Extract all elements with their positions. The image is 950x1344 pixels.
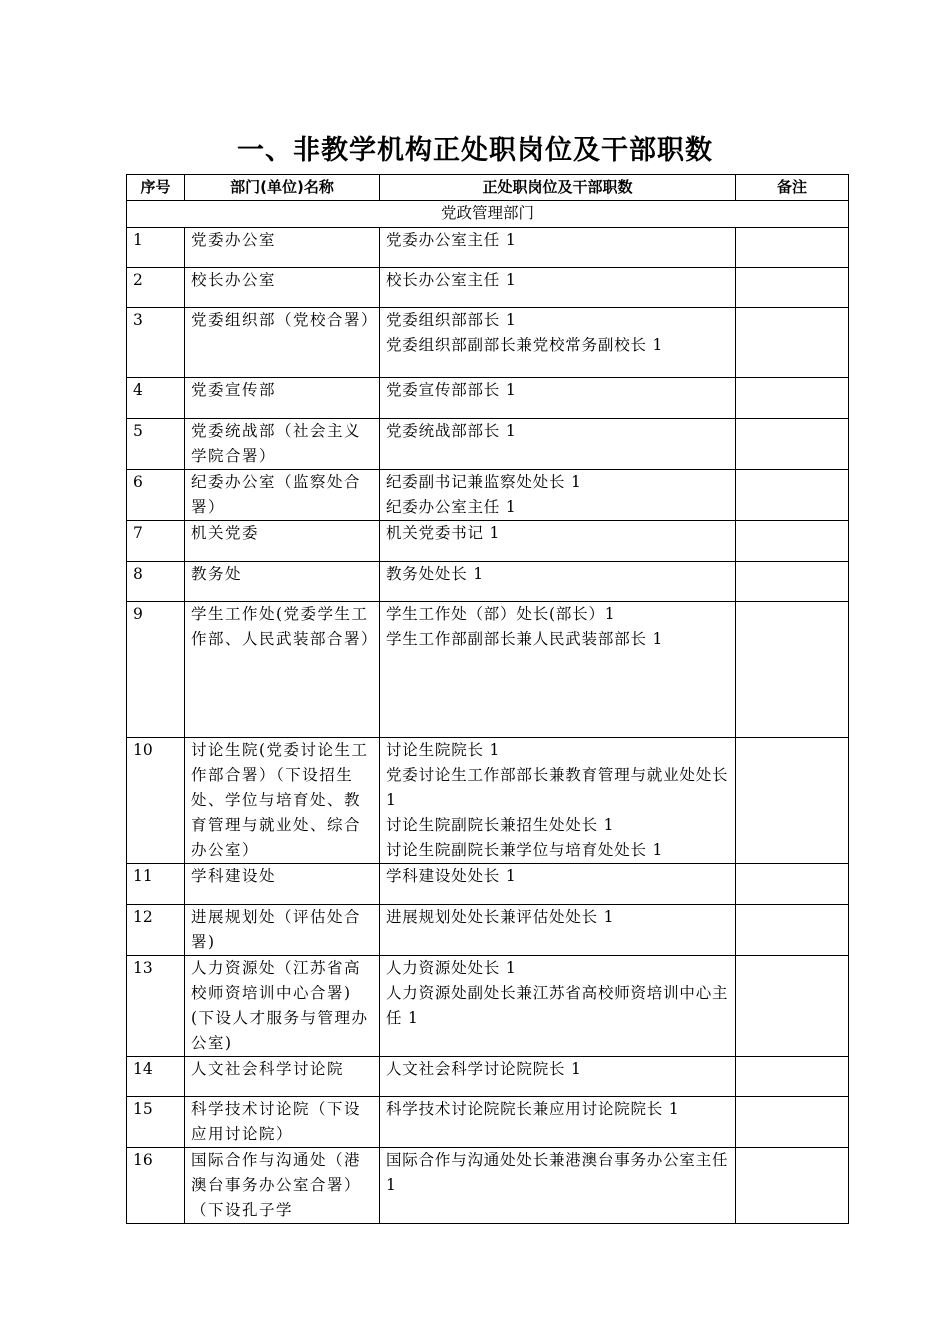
position-line: 校长办公室主任 1	[386, 271, 517, 289]
position-line: 党委宣传部部长 1	[386, 381, 517, 399]
row-department-name: 学科建设处	[185, 864, 380, 905]
table-row	[127, 308, 849, 378]
row-seq: 9	[127, 602, 185, 738]
row-note	[736, 1057, 849, 1097]
row-note	[736, 864, 849, 905]
row-positions	[380, 864, 736, 905]
row-seq: 15	[127, 1097, 185, 1148]
row-positions	[380, 228, 736, 268]
row-note	[736, 738, 849, 864]
table-row	[127, 1057, 849, 1097]
table-header-row	[127, 175, 849, 201]
row-seq: 11	[127, 864, 185, 905]
row-positions	[380, 470, 736, 521]
position-line: 国际合作与沟通处处长兼港澳台事务办公室主任 1	[386, 1151, 729, 1194]
row-note	[736, 470, 849, 521]
row-positions	[380, 956, 736, 1057]
table-body	[127, 201, 849, 1224]
row-department-name: 党委统战部（社会主义学院合署）	[185, 419, 380, 470]
position-line: 进展规划处处长兼评估处处长 1	[386, 908, 615, 926]
table-row	[127, 1097, 849, 1148]
position-line: 科学技术讨论院院长兼应用讨论院院长 1	[386, 1100, 680, 1118]
row-note	[736, 1097, 849, 1148]
row-note	[736, 228, 849, 268]
row-seq: 10	[127, 738, 185, 864]
table-row	[127, 905, 849, 956]
table-row	[127, 521, 849, 562]
row-positions	[380, 419, 736, 470]
table-row	[127, 738, 849, 864]
row-note	[736, 268, 849, 308]
row-positions	[380, 738, 736, 864]
row-note	[736, 1148, 849, 1224]
position-line: 讨论生院副院长兼招生处处长 1	[386, 816, 615, 834]
table-row	[127, 378, 849, 419]
position-line: 学生工作处（部）处长(部长）1	[386, 605, 616, 623]
row-note	[736, 308, 849, 378]
row-seq: 5	[127, 419, 185, 470]
position-line: 机关党委书记 1	[386, 524, 501, 542]
row-seq: 3	[127, 308, 185, 378]
page-title: 一、非教学机构正处职岗位及干部职数	[237, 135, 713, 166]
table-row	[127, 864, 849, 905]
position-line: 纪委副书记兼监察处处长 1	[386, 473, 582, 491]
header-department: 部门(单位)名称	[185, 175, 380, 201]
row-department-name: 国际合作与沟通处（港澳台事务办公室合署）（下设孔子学	[185, 1148, 380, 1224]
positions-table	[126, 174, 849, 1224]
position-line: 学生工作部副部长兼人民武装部部长 1	[386, 630, 664, 648]
position-line: 党委讨论生工作部部长兼教育管理与就业处处长 1	[386, 766, 729, 809]
row-department-name: 人文社会科学讨论院	[185, 1057, 380, 1097]
row-department-name: 党委宣传部	[185, 378, 380, 419]
position-line: 人力资源处副处长兼江苏省高校师资培训中心主任 1	[386, 984, 729, 1027]
row-note	[736, 419, 849, 470]
row-department-name: 学生工作处(党委学生工作部、人民武装部合署）	[185, 602, 380, 738]
row-seq: 8	[127, 562, 185, 602]
row-department-name: 机关党委	[185, 521, 380, 562]
position-line: 教务处处长 1	[386, 565, 484, 583]
position-line: 人力资源处处长 1	[386, 959, 517, 977]
row-department-name: 进展规划处（评估处合署)	[185, 905, 380, 956]
row-seq: 14	[127, 1057, 185, 1097]
section-row	[127, 201, 849, 228]
row-positions	[380, 1148, 736, 1224]
row-seq: 16	[127, 1148, 185, 1224]
table-row	[127, 602, 849, 738]
table-row	[127, 956, 849, 1057]
row-department-name: 党委组织部（党校合署）	[185, 308, 380, 378]
header-positions: 正处职岗位及干部职数	[380, 175, 736, 201]
row-seq: 2	[127, 268, 185, 308]
row-note	[736, 562, 849, 602]
row-positions	[380, 268, 736, 308]
row-positions	[380, 905, 736, 956]
row-seq: 4	[127, 378, 185, 419]
row-seq: 1	[127, 228, 185, 268]
table-row	[127, 1148, 849, 1224]
row-positions	[380, 1097, 736, 1148]
row-positions	[380, 562, 736, 602]
row-department-name: 教务处	[185, 562, 380, 602]
row-positions	[380, 378, 736, 419]
header-seq: 序号	[127, 175, 185, 201]
table-row	[127, 419, 849, 470]
table-row	[127, 268, 849, 308]
row-seq: 12	[127, 905, 185, 956]
row-positions	[380, 602, 736, 738]
row-note	[736, 378, 849, 419]
row-department-name: 讨论生院(党委讨论生工作部合署）（下设招生处、学位与培育处、教育管理与就业处、综合办公室）	[185, 738, 380, 864]
row-seq: 7	[127, 521, 185, 562]
row-department-name: 纪委办公室（监察处合署）	[185, 470, 380, 521]
row-positions	[380, 308, 736, 378]
table-row	[127, 562, 849, 602]
position-line: 学科建设处处长 1	[386, 867, 517, 885]
position-line: 人文社会科学讨论院院长 1	[386, 1060, 582, 1078]
table-row	[127, 470, 849, 521]
row-positions	[380, 521, 736, 562]
row-department-name: 校长办公室	[185, 268, 380, 308]
row-note	[736, 956, 849, 1057]
position-line: 党委办公室主任 1	[386, 231, 517, 249]
position-line: 纪委办公室主任 1	[386, 498, 517, 516]
row-note	[736, 602, 849, 738]
section-label: 党政管理部门	[127, 201, 849, 228]
row-note	[736, 521, 849, 562]
header-notes: 备注	[736, 175, 849, 201]
row-seq: 6	[127, 470, 185, 521]
position-line: 讨论生院副院长兼学位与培育处处长 1	[386, 841, 664, 859]
position-line: 党委统战部部长 1	[386, 422, 517, 440]
row-note	[736, 905, 849, 956]
row-department-name: 科学技术讨论院（下设应用讨论院）	[185, 1097, 380, 1148]
row-seq: 13	[127, 956, 185, 1057]
position-line: 党委组织部部长 1	[386, 311, 517, 329]
row-department-name: 人力资源处（江苏省高校师资培训中心合署)(下设人才服务与管理办公室)	[185, 956, 380, 1057]
position-line: 讨论生院院长 1	[386, 741, 501, 759]
row-positions	[380, 1057, 736, 1097]
table-row	[127, 228, 849, 268]
position-line: 党委组织部副部长兼党校常务副校长 1	[386, 336, 664, 354]
row-department-name: 党委办公室	[185, 228, 380, 268]
